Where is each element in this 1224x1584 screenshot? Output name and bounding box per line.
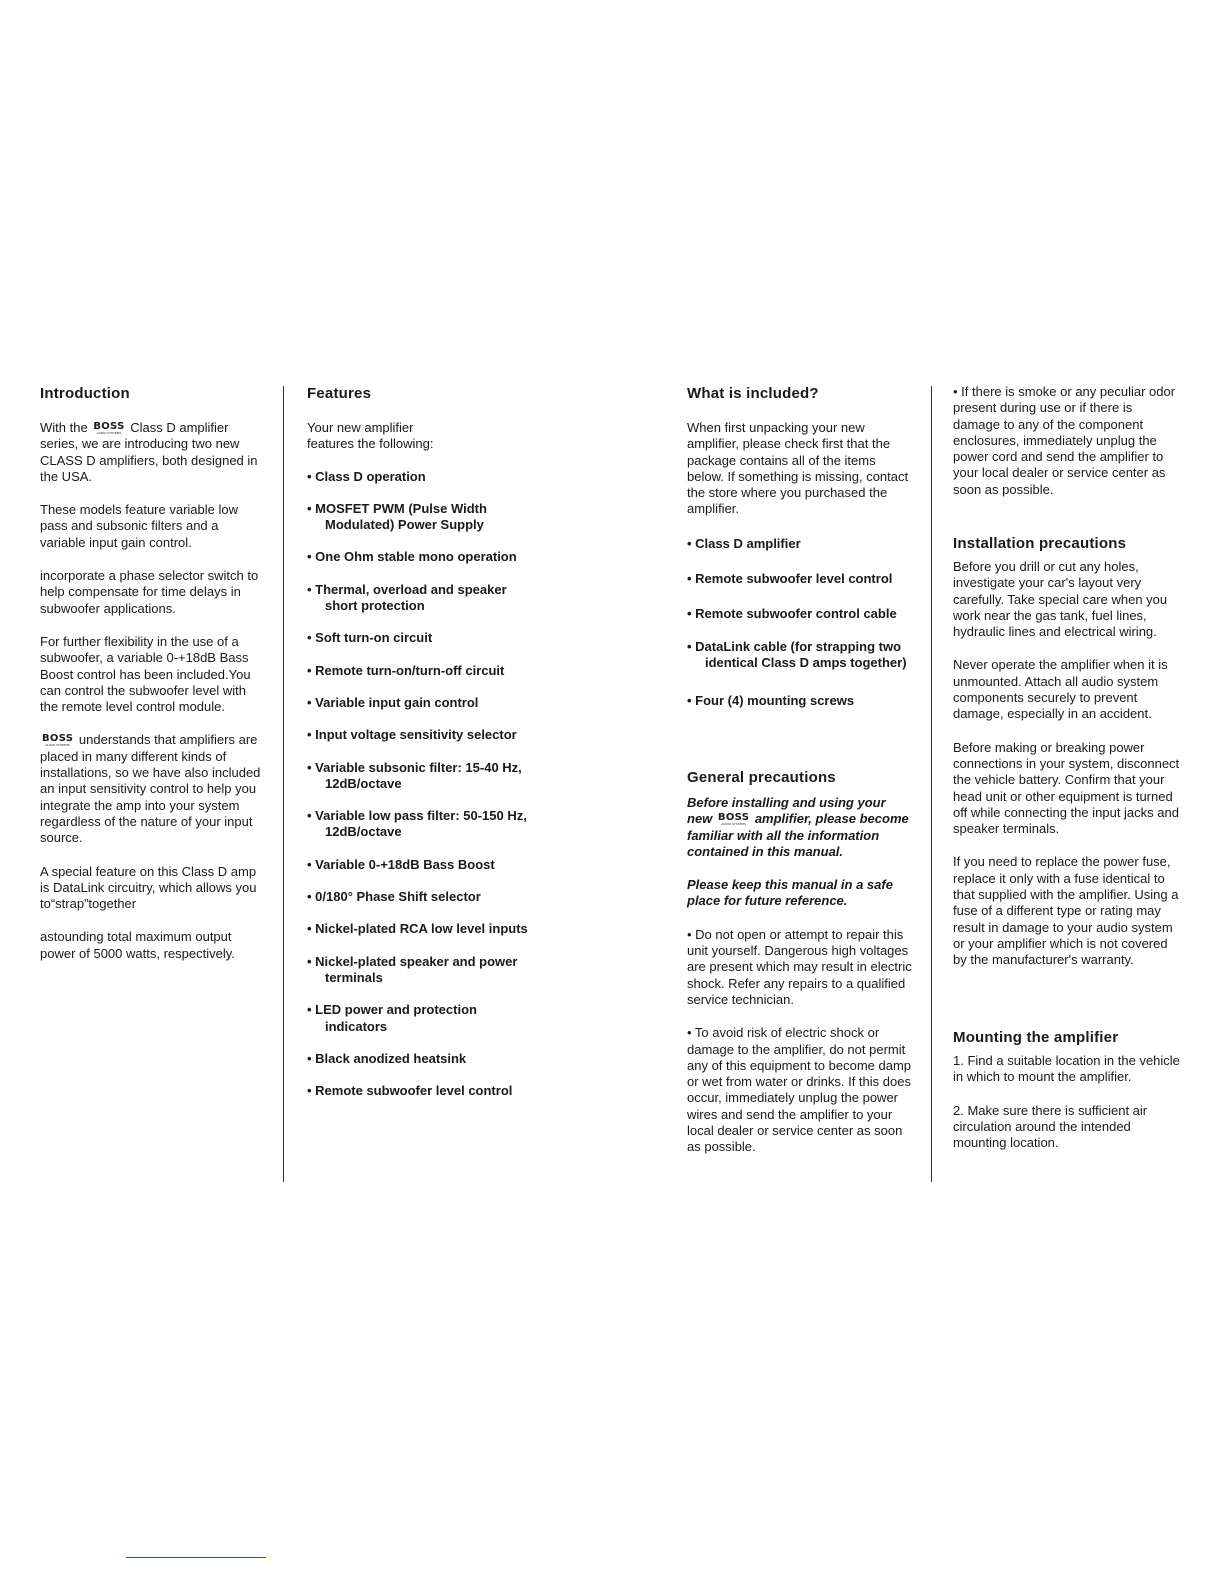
included-item (687, 536, 912, 552)
included-title: What is included? (687, 385, 819, 402)
boss-logo (718, 813, 749, 826)
included-list (687, 536, 912, 710)
boss-logo (93, 422, 124, 435)
general-paragraph-1: • Do not open or attempt to repair this unit yourself. Dangerous high voltages are present which may result in electric shock. Refer any repairs to a qualified service technician. (687, 926, 912, 1007)
column-divider-1 (283, 386, 284, 1182)
features-item-continuation: indicators (325, 1018, 388, 1034)
included-item (687, 693, 912, 709)
installation-section (953, 534, 1181, 969)
introduction-paragraph-6: A special feature on this Class D amp is DataLink circuitry, which allows you to“strap”together (40, 863, 257, 912)
general-text: Before installing and using your new (687, 795, 886, 827)
features-item (307, 695, 547, 711)
features-item-text: • Variable input gain control (307, 694, 479, 710)
features-item (307, 857, 547, 873)
included-item-continuation: identical Class D amps together) (705, 654, 907, 670)
logo-tagline: AUDIO SYSTEMS (96, 431, 122, 435)
features-item (307, 663, 547, 679)
introduction-paragraph-3: incorporate a phase selector switch to help compensate for time delays in subwoofer applications. (40, 568, 259, 616)
features-item (307, 501, 547, 534)
features-item-continuation: 12dB/octave (325, 824, 402, 840)
introduction-title: Introduction (40, 385, 130, 402)
installation-paragraph-4: If you need to replace the power fuse, replace it only with a fuse identical to that supplied with the amplifier. Using a fuse of a different type or rating may result in damage to your audio system or your amplifier which is not covered by the manufacturer's warranty. (953, 854, 1179, 968)
introduction-paragraph-5 (40, 732, 265, 846)
features-item-text: • Input voltage sensitivity selector (307, 727, 517, 743)
included-item-text: • Remote subwoofer control cable (687, 606, 897, 622)
included-item (687, 639, 912, 672)
logo-tagline: AUDIO SYSTEMS (45, 743, 70, 748)
features-item-text: • Variable low pass filter: 50-150 Hz, (307, 808, 527, 824)
features-item (307, 1083, 547, 1099)
general-paragraph-2: • To avoid risk of electric shock or damage to the amplifier, do not permit any of this equipment to become damp or wet from water or drinks. If this does occur, immediately unplug the power wires and send the amplifier to your local dealer or service center as soon as possible. (687, 1025, 912, 1155)
features-item-text: • Black anodized heatsink (307, 1050, 467, 1066)
features-item (307, 954, 547, 987)
features-section (307, 384, 547, 1099)
introduction-paragraph-7: astounding total maximum output power of 5000 watts, respectively. (40, 929, 235, 961)
installation-paragraph-2: Never operate the amplifier when it is unmounted. Attach all audio system components securely to prevent damage, especially in an accident. (953, 657, 1168, 722)
general-text: amplifier, please become familiar with all the information contained in this manual. (687, 811, 909, 859)
installation-title: Installation precautions (953, 535, 1127, 552)
features-item-text: • Variable subsonic filter: 15-40 Hz, (307, 759, 522, 775)
features-item-continuation: 12dB/octave (325, 775, 402, 791)
mounting-title: Mounting the amplifier (953, 1029, 1119, 1046)
features-item-continuation: Modulated) Power Supply (325, 517, 484, 533)
introduction-paragraph-1 (40, 420, 265, 485)
features-intro: Your new amplifier features the following: (307, 420, 434, 452)
general-italic-2: Please keep this manual in a safe place for future reference. (687, 877, 893, 909)
included-item-text: • Class D amplifier (687, 535, 801, 551)
features-item (307, 549, 547, 565)
features-item-text: • Remote turn-on/turn-off circuit (307, 662, 505, 678)
features-item-text: • 0/180° Phase Shift selector (307, 889, 481, 905)
included-item (687, 571, 912, 587)
smoke-warning: • If there is smoke or any peculiar odor present during use or if there is damage to any of the component enclosures, immediately unplug the power cord and send the amplifier to your local dealer or service center as soon as possible. (953, 384, 1176, 497)
features-item-text: • Nickel-plated speaker and power (307, 953, 518, 969)
mounting-paragraph-1: 1. Find a suitable location in the vehicle in which to mount the amplifier. (953, 1053, 1180, 1085)
introduction-paragraph-2: These models feature variable low pass and subsonic filters and a variable input gain control. (40, 502, 238, 550)
col4-section (953, 384, 1181, 498)
footer-link-underline (126, 1557, 266, 1558)
included-section (687, 384, 912, 710)
included-item (687, 606, 912, 622)
boss-logo (42, 734, 73, 747)
intro-text: With the (40, 420, 88, 435)
installation-paragraph-3: Before making or breaking power connections in your system, disconnect the vehicle battery. Confirm that your head unit or other equipment is turned off while connecting the input jacks and speaker terminals. (953, 739, 1180, 837)
mounting-paragraph-2: 2. Make sure there is sufficient air circulation around the intended mounting location. (953, 1102, 1148, 1151)
logo-tagline: AUDIO SYSTEMS (721, 822, 746, 827)
intro-text: amplifier series, we are introducing two new CLASS D amplifiers, both designed in the USA. (40, 420, 258, 484)
features-item-text: • Nickel-plated RCA low level inputs (307, 921, 528, 937)
general-section (687, 768, 912, 1156)
included-item-text: • DataLink cable (for strapping two (687, 638, 902, 654)
features-item (307, 469, 547, 485)
features-item-text: • MOSFET PWM (Pulse Width (307, 500, 487, 516)
features-item (307, 1051, 547, 1067)
general-italic-1 (687, 795, 912, 860)
features-item-text: • Variable 0-+18dB Bass Boost (307, 856, 495, 872)
features-title: Features (307, 385, 372, 402)
features-item-text: • Remote subwoofer level control (307, 1083, 513, 1099)
features-item (307, 630, 547, 646)
features-item (307, 760, 547, 793)
included-item-text: • Four (4) mounting screws (687, 693, 855, 709)
features-list (307, 469, 547, 1100)
installation-paragraph-1: Before you drill or cut any holes, investigate your car's layout very carefully. Take special care when you work near the gas tank, fuel lines, hydraulic lines and electrical wiring. (953, 559, 1168, 640)
features-item (307, 889, 547, 905)
intro-text: Class D (130, 420, 176, 435)
general-title: General precautions (687, 769, 836, 786)
included-item-text: • Remote subwoofer level control (687, 571, 893, 587)
features-item-text: • LED power and protection (307, 1002, 477, 1018)
logo-brand: BOSS (93, 421, 125, 432)
included-intro: When first unpacking your new amplifier, please check first that the package contains all of the items below. If something is missing, contact the store where you purchased the amplifier. (687, 420, 909, 517)
features-item (307, 727, 547, 743)
introduction-paragraph-4: For further flexibility in the use of a subwoofer, a variable 0-+18dB Bass Boost control has been included.You can control the subwoofer level with the remote level control module. (40, 633, 251, 715)
introduction-section (40, 384, 265, 962)
column-divider-2 (931, 386, 932, 1182)
features-item-text: • Thermal, overload and speaker (307, 581, 507, 597)
intro-text: understands that amplifiers are placed in many different kinds of installations, so we have also included an input sensitivity control to help you integrate the amp into your system regardless of the nature of your input source. (40, 732, 261, 846)
features-item-text: • Class D operation (307, 468, 426, 484)
features-item (307, 808, 547, 841)
features-item-text: • One Ohm stable mono operation (307, 549, 517, 565)
features-item-continuation: short protection (325, 598, 425, 614)
mounting-section (953, 1028, 1181, 1151)
logo-brand: BOSS (42, 733, 74, 745)
features-item-text: • Soft turn-on circuit (307, 630, 433, 646)
logo-brand: BOSS (717, 812, 750, 824)
features-item-continuation: terminals (325, 969, 383, 985)
features-item (307, 582, 547, 615)
features-item (307, 921, 547, 937)
features-item (307, 1002, 547, 1035)
